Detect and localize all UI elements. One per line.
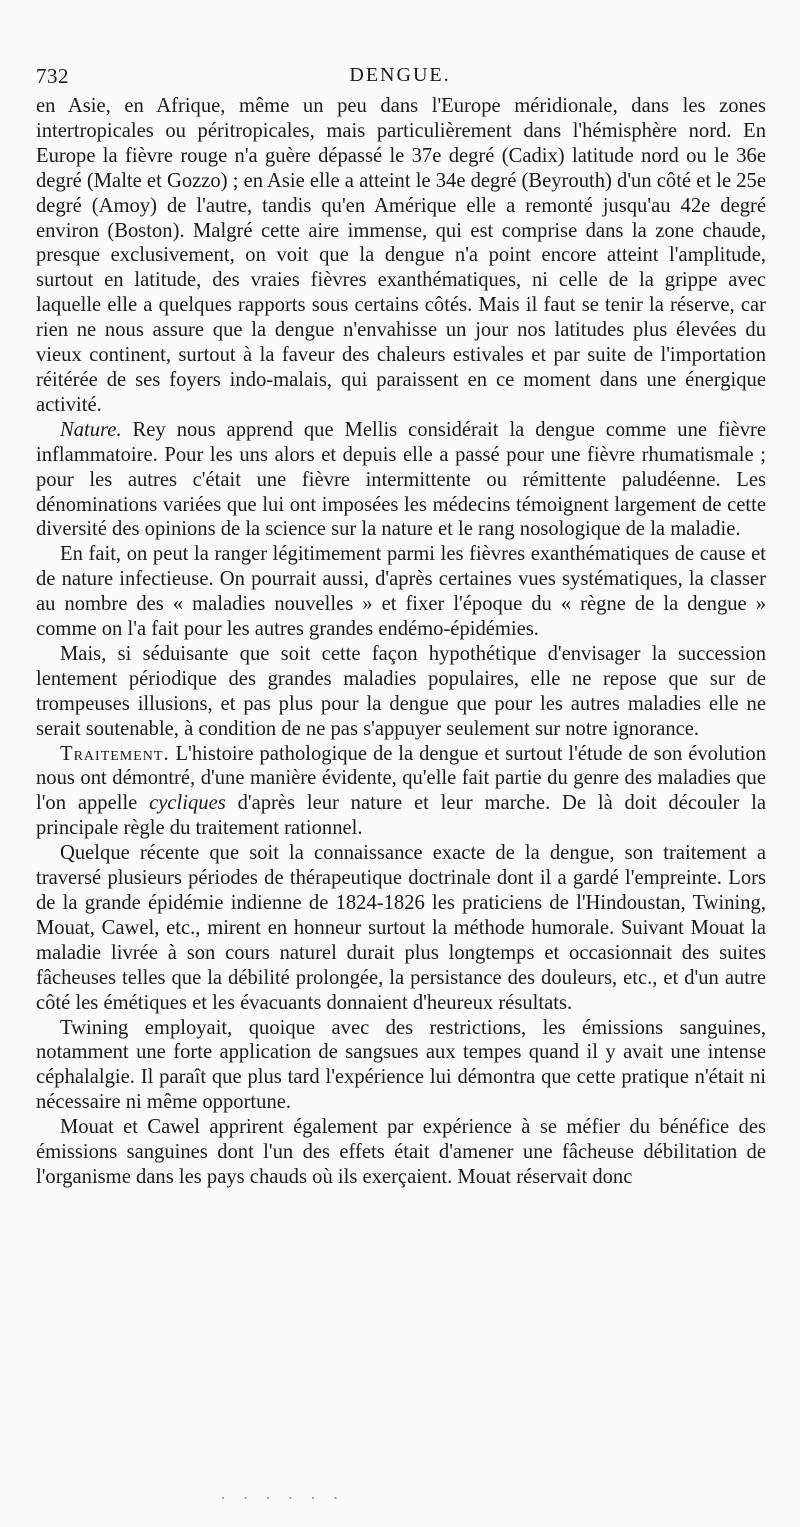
page-header: [36, 64, 764, 94]
paragraph-text: Rey nous apprend que Mellis considérait la dengue comme une fièvre inflammatoire. Pour les uns alors et depuis elle a passé pour une fièvre rhumatismale ; pour les autres c'était une fièvre intermittente ou rémittente paludéenne. Les dénominations variées que lui ont imposées les médecins témoignent largement de cette diversité des opinions de la science sur la nature et le rang nosologique de la maladie.: [36, 418, 766, 541]
emphasis-cycliques: cycliques: [149, 792, 226, 815]
paragraph-mouat-cawel: [36, 1115, 766, 1190]
paragraph-text: Twining employait, quoique avec des restrictions, les émissions sanguines, notamment une forte application de sangsues aux tempes quand il y avait une intense céphalalgie. Il paraît que plus tard l'expérience lui démontra que cette pratique n'était ni nécessaire ni même opportune.: [36, 1016, 766, 1114]
running-title: DENGUE.: [349, 64, 451, 86]
paragraph-text: L'histoire pathologique de la dengue et surtout l'étude de son évolution nous ont démontré, d'une manière évidente, qu'elle fait partie du genre des maladies que l'on appelle: [36, 742, 766, 815]
paragraph-text: En fait, on peut la ranger légitimement parmi les fièvres exanthématiques de cause et de nature infectieuse. On pourrait aussi, d'après certaines vues systématiques, la classer au nombre des « maladies nouvelles » et fixer l'époque du « règne de la dengue » comme on l'a fait pour les autres grandes endémo-épidémies.: [36, 543, 766, 641]
paragraph-history: [36, 841, 766, 1015]
paragraph-text: Quelque récente que soit la connaissance exacte de la dengue, son traitement a traversé plusieurs périodes de thérapeutique doctrinale dont il a gardé l'empreinte. Lors de la grande épidémie indienne de 1824-1826 les praticiens de l'Hindoustan, Twining, Mouat, Cawel, etc., mirent en honneur surtout la méthode humorale. Suivant Mouat la maladie livrée à son cours naturel durait plus longtemps et occasionnait des suites fâcheuses telles que la débilité prolongée, la persistance des douleurs, etc., et d'un autre côté les émétiques et les évacuants donnaient d'heureux résultats.: [36, 842, 766, 1014]
paragraph-text: Mouat et Cawel apprirent également par expérience à se méfier du bénéfice des émissions sanguines dont l'un des effets était d'amener une fâcheuse débilitation de l'organisme dans les pays chauds où ils exerçaient. Mouat réservait donc: [36, 1116, 766, 1188]
section-label-nature: Nature.: [60, 418, 122, 441]
section-label-traitement: Traitement.: [60, 742, 170, 765]
paragraph-text: Mais, si séduisante que soit cette façon hypothétique d'envisager la succession lentement périodique des grandes maladies populaires, elle ne repose que sur de trompeuses illusions, et pas plus pour la dengue que pour les autres maladies elle ne serait soutenable, à condition de ne pas s'appuyer seulement sur notre ignorance.: [36, 642, 766, 740]
paragraph-text: en Asie, en Afrique, même un peu dans l'Europe méridionale, dans les zones intertropicales ou péritropicales, mais particulièrement dans l'hémisphère nord. En Europe la fièvre rouge n'a guère dépassé le 37e degré (Cadix) latitude nord ou le 36e degré (Malte et Gozzo) ; en Asie elle a atteint le 34e degré (Beyrouth) d'un côté et le 25e degré (Amoy) de l'autre, tandis qu'en Amérique elle a remonté jusqu'au 42e degré environ (Boston). Malgré cette aire immense, qui est comprise dans la zone chaude, presque exclusivement, on voit que la dengue n'a point encore atteint l'amplitude, surtout en latitude, des vraies fièvres exanthématiques, ni celle de la grippe avec laquelle elle a quelques rapports sous certains côtés. Mais il faut se tenir la réserve, car rien ne nous assure que la dengue n'envahisse un jour nos latitudes plus élevées du vieux continent, surtout à la faveur des chaleurs estivales et par suite de l'importation réitérée de ses foyers indo-malais, qui paraissent en ce moment dans une énergique activité.: [36, 95, 766, 416]
paragraph-classification: [36, 542, 766, 642]
paragraph-text: d'après leur nature et leur marche. De là doit découler la principale règle du traitement rationnel.: [36, 792, 766, 840]
paragraph-twining: [36, 1016, 766, 1116]
print-artifact-dots: · · · · · ·: [220, 1488, 345, 1508]
paragraph-geography: [36, 94, 766, 418]
page-body: [36, 94, 766, 1190]
paragraph-traitement: [36, 742, 766, 842]
paragraph-nature: [36, 418, 766, 543]
page-number: 732: [36, 64, 69, 88]
paragraph-hypothesis: [36, 642, 766, 742]
